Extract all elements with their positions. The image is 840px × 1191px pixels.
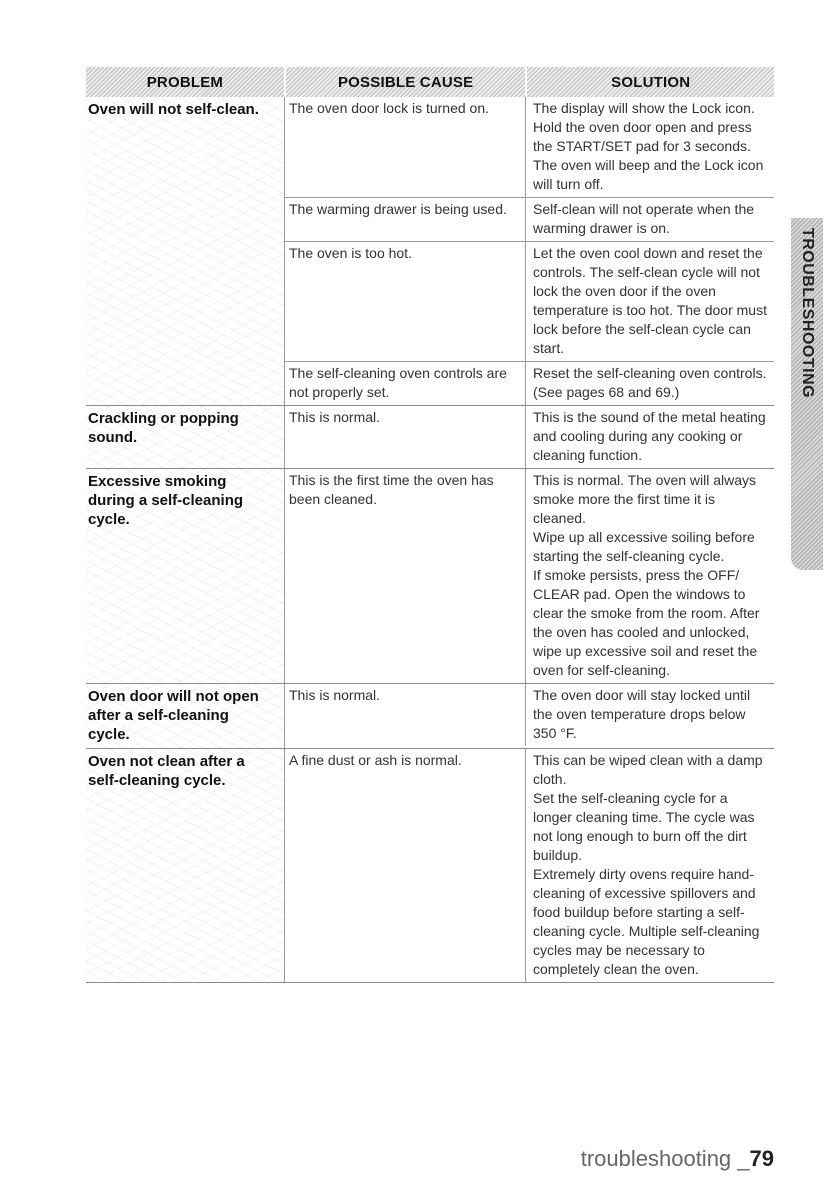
solution-cell [526,97,774,197]
cause-cell: This is normal. [285,406,526,468]
problem-cell: Oven not clean after a self-cleaning cycle. [86,749,285,982]
solution-text: This is the sound of the metal heating and cooling during any cooking or cleaning function. [533,409,766,463]
cause-solution-group [285,469,774,683]
cause-cell: This is normal. [285,684,526,746]
cause-solution-group [285,97,774,405]
cause-solution-group [285,749,774,982]
troubleshooting-table [86,97,774,983]
solution-cell [526,749,774,982]
page-footer [581,1146,774,1172]
page-number: 79 [749,1146,774,1171]
solution-text: The display will show the Lock icon. Hold the oven door open and press the START/SET pad for 3 seconds. The oven will beep and the Lock icon will turn off. [533,100,764,192]
table-header [86,67,774,97]
cause-cell: The oven door lock is turned on. [285,97,526,197]
cause-row [285,361,774,405]
solution-cell [526,242,774,361]
solution-text: Wipe up all excessive soiling before starting the self-cleaning cycle. [533,529,755,564]
header-possible-cause: POSSIBLE CAUSE [286,67,528,97]
cause-row [285,97,774,197]
solution-cell [526,198,774,241]
table-row [86,97,774,406]
header-solution: SOLUTION [611,73,691,91]
solution-text: Self-clean will not operate when the warming drawer is on. [533,201,755,236]
problem-cell: Oven will not self-clean. [86,97,285,405]
cause-row [285,197,774,241]
solution-text: Extremely dirty ovens require hand-cleaning of excessive spillovers and food buildup before starting a self-cleaning cycle. Multiple self-cleaning cycles may be necessary to completely clean the oven. [533,866,760,977]
solution-text: This can be wiped clean with a damp cloth. [533,752,763,787]
table-row [86,749,774,983]
cause-row [285,749,774,982]
header-problem: PROBLEM [86,67,286,97]
solution-text: The oven door will stay locked until the oven temperature drops below 350 °F. [533,687,751,741]
cause-row [285,684,774,746]
cause-cell: The self-cleaning oven controls are not properly set. [285,362,526,405]
problem-cell: Excessive smoking during a self-cleaning cycle. [86,469,285,683]
cause-cell: A fine dust or ash is normal. [285,749,526,982]
cause-row [285,241,774,361]
cause-cell: The warming drawer is being used. [285,198,526,241]
cause-row [285,469,774,683]
side-tab-label: TROUBLESHOOTING [799,227,817,399]
section-side-tab [791,218,823,570]
footer-section-name: troubleshooting _ [580,1146,750,1171]
solution-cell [526,469,774,683]
solution-text: Set the self-cleaning cycle for a longer cleaning time. The cycle was not long enough to burn off the dirt buildup. [533,790,755,863]
solution-cell [526,684,774,746]
cause-solution-group [285,684,774,748]
solution-text: Let the oven cool down and reset the controls. The self-clean cycle will not lock the oven door if the oven temperature is too hot. The door must lock before the self-clean cycle can start. [533,245,767,356]
cause-cell: The oven is too hot. [285,242,526,361]
solution-text: Reset the self-cleaning oven controls. (See pages 68 and 69.) [533,365,767,400]
table-row [86,406,774,469]
table-row [86,469,774,684]
solution-text: If smoke persists, press the OFF/ CLEAR pad. Open the windows to clear the smoke from the room. After the oven has cooled and unlocked, wipe up excessive soil and reset the oven for self-cleaning. [533,567,760,678]
cause-solution-group [285,406,774,468]
cause-row [285,406,774,468]
solution-text: This is normal. The oven will always smoke more the first time it is cleaned. [533,472,757,526]
problem-cell: Crackling or popping sound. [86,406,285,468]
table-row [86,684,774,749]
solution-cell [526,406,774,468]
solution-cell [526,362,774,405]
problem-cell: Oven door will not open after a self-cleaning cycle. [86,684,285,748]
cause-cell: This is the first time the oven has been cleaned. [285,469,526,683]
